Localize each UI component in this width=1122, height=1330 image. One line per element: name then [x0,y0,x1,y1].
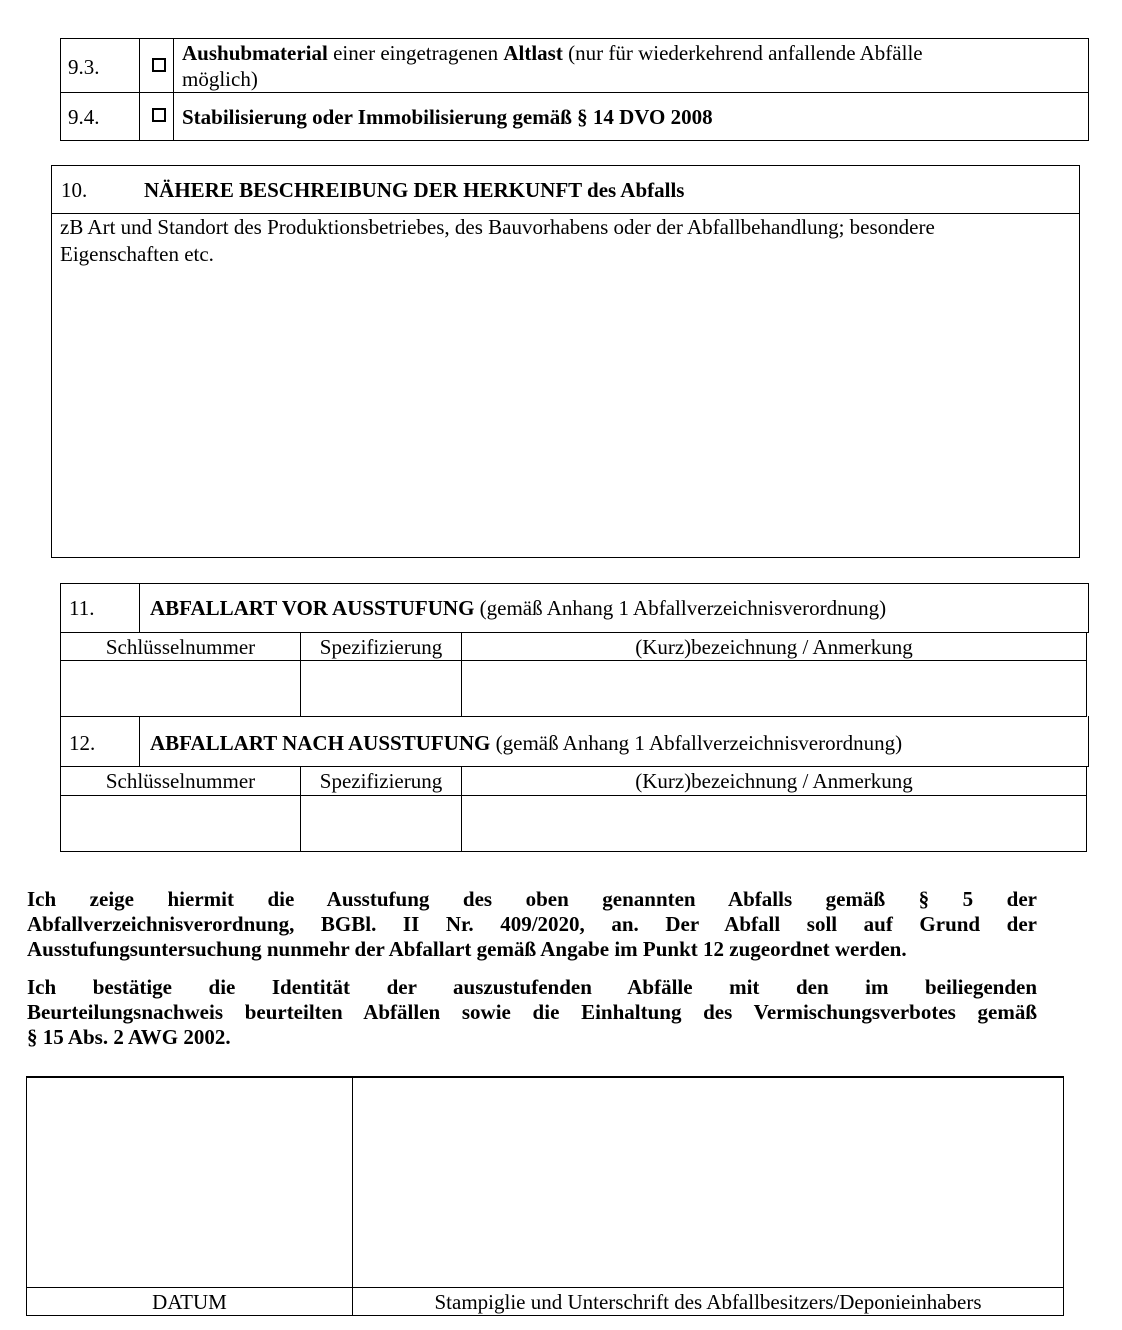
divider [51,557,1080,558]
divider [26,1076,27,1316]
section-number: 10. [61,178,88,202]
divider [1088,38,1089,141]
column-header-specification: Spezifizierung [319,635,443,659]
description-after-input[interactable] [463,797,1084,849]
divider [139,583,140,633]
divider [1079,165,1080,558]
divider [60,716,1087,717]
title-bold: ABFALLART NACH AUSSTUFUNG [150,731,491,755]
divider [51,165,1080,166]
divider [26,1315,1064,1316]
row-text-line2: möglich) [182,67,258,91]
title-rest: des Abfalls [581,178,685,202]
hint-line-1: zB Art und Standort des Produktionsbetriebes, des Bauvorhabens oder der Abfallbehandlung; besondere [60,215,935,239]
divider [60,38,1089,39]
column-header-key-number: Schlüsselnummer [105,635,256,659]
divider [60,583,1089,584]
declaration-line: Ich bestätige die Identität der auszustufenden Abfälle mit den im beiliegenden [27,975,1037,999]
date-field[interactable] [28,1080,350,1285]
divider [173,38,174,141]
declaration-paragraph-2 [27,975,1037,1050]
stamp-signature-field[interactable] [354,1080,1061,1285]
divider [60,38,61,141]
section-number: 12. [69,731,96,755]
hint-line-2: Eigenschaften etc. [60,242,214,266]
key-number-before-input[interactable] [62,662,298,714]
specification-before-input[interactable] [302,662,459,714]
column-header-description: (Kurz)bezeichnung / Anmerkung [635,769,913,793]
row-number: 9.3. [68,55,100,79]
checkbox-9-3[interactable] [152,58,166,72]
row-text: Stabilisierung oder Immobilisierung gemäß § 14 DVO 2008 [182,105,713,129]
title-bold: ABFALLART VOR AUSSTUFUNG [150,596,475,620]
column-header-specification: Spezifizierung [319,769,443,793]
section-title [150,595,886,621]
divider [139,716,140,767]
divider [1063,1076,1064,1316]
declaration-line: Abfallverzeichnisverordnung, BGBl. II Nr. 409/2020, an. Der Abfall soll auf Grund der [27,912,1037,936]
declaration-line: Ausstufungsuntersuchung nunmehr der Abfallart gemäß Angabe im Punkt 12 zugeordnet werden. [27,937,907,961]
column-header-description: (Kurz)bezeichnung / Anmerkung [635,635,913,659]
date-label: DATUM [152,1290,227,1314]
text-normal: (nur für wiederkehrend anfallende Abfälle [562,41,923,65]
declaration-line: Beurteilungsnachweis beurteilten Abfällen sowie die Einhaltung des Vermischungsverbotes gemäß [27,1000,1037,1024]
text-bold: Altlast [503,41,563,65]
divider [60,795,1087,796]
divider [139,38,140,141]
divider [1088,716,1089,767]
title-rest: (gemäß Anhang 1 Abfallverzeichnisverordnung) [474,596,887,620]
divider [60,632,1089,633]
divider [1086,766,1087,852]
section-title [150,730,902,756]
origin-description-input[interactable] [56,270,1074,552]
divider [51,165,52,558]
row-text [182,40,923,66]
declaration-paragraph-1 [27,887,1037,962]
text-normal: einer eingetragenen [327,41,504,65]
declaration-line: Ich zeige hiermit die Ausstufung des oben genannten Abfalls gemäß § 5 der [27,887,1037,911]
divider [60,766,1089,767]
divider [60,660,1087,661]
key-number-after-input[interactable] [62,797,298,849]
title-rest: (gemäß Anhang 1 Abfallverzeichnisverordnung) [490,731,903,755]
title-bold: NÄHERE BESCHREIBUNG DER HERKUNFT [144,178,582,202]
column-header-key-number: Schlüsselnummer [105,769,256,793]
checkbox-9-4[interactable] [152,108,166,122]
text-bold: Aushubmaterial [182,41,328,65]
divider [26,1076,1064,1078]
declaration-line: § 15 Abs. 2 AWG 2002. [27,1025,231,1049]
divider [352,1076,353,1316]
divider [60,851,1087,852]
signature-label: Stampiglie und Unterschrift des Abfallbesitzers/Deponieinhabers [434,1290,982,1314]
divider [60,140,1089,141]
divider [1086,632,1087,717]
section-number: 11. [69,596,95,620]
divider [26,1287,1064,1288]
specification-after-input[interactable] [302,797,459,849]
divider [1088,583,1089,633]
row-number: 9.4. [68,105,100,129]
description-before-input[interactable] [463,662,1084,714]
divider [60,92,1089,93]
section-title [144,177,684,203]
